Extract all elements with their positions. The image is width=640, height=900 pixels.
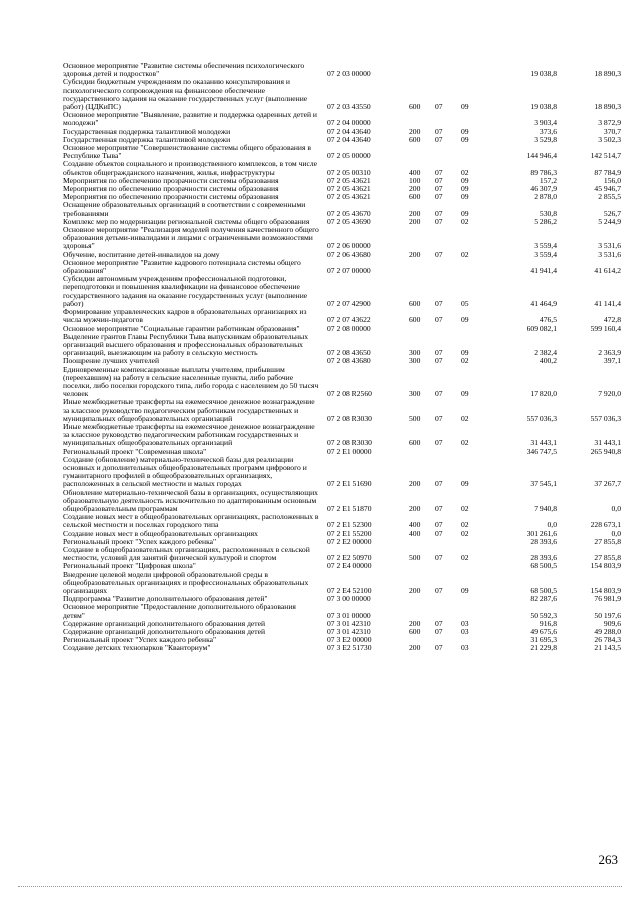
row-expense-type: 500 <box>409 553 421 563</box>
row-name: Создание в общеобразовательных организациях, расположенных в сельской местности, условий для занятий физической культурой и спортом <box>63 544 310 563</box>
table-row <box>63 226 621 251</box>
row-code: 07 2 E1 52300 <box>327 520 372 530</box>
row-subsection: 09 <box>461 134 469 144</box>
row-expense-type <box>409 226 435 251</box>
row-amount-year2: 49 288,0 <box>594 627 621 637</box>
row-subsection: 03 <box>461 618 469 628</box>
row-subsection: 02 <box>461 553 469 563</box>
table-row <box>63 160 621 176</box>
row-amount-year1: 3 529,8 <box>534 134 557 144</box>
row-code: 07 2 04 43640 <box>327 134 371 144</box>
row-expense-type: 200 <box>409 249 421 259</box>
row-section <box>435 595 461 603</box>
row-name: Основное мероприятие "Реализация моделей получения качественного общего образования детьми-инвалидами и лицами с ограниченными возможностями здоровья" <box>63 225 319 251</box>
row-code: 07 2 E1 51870 <box>327 503 372 513</box>
row-expense-type: 200 <box>409 586 421 595</box>
row-amount-year1: 19 038,8 <box>530 102 557 112</box>
row-amount-year2: 3 872,9 <box>598 118 621 128</box>
row-code: 07 2 07 43622 <box>327 315 371 325</box>
row-amount-year2: 31 443,1 <box>594 438 621 448</box>
row-amount-year2: 45 946,7 <box>594 184 621 194</box>
row-name: Региональный проект "Современная школа" <box>63 446 207 456</box>
row-subsection: 09 <box>461 192 469 202</box>
row-subsection <box>461 562 489 570</box>
table-row <box>63 144 621 160</box>
row-name: Создание детских технопарков "Кванториум" <box>63 643 211 653</box>
row-expense-type: 300 <box>409 348 421 358</box>
row-section: 07 <box>435 618 443 628</box>
row-name: Основное мероприятие "Социальные гарантии работникам образования" <box>63 323 300 333</box>
row-name: Иные межбюджетные трансферты на ежемесячное денежное вознаграждение за классное руководство педагогическим работникам государственных и муниципальных общеобразовательных организаций <box>63 397 315 423</box>
row-amount-year1: 7 940,8 <box>534 503 557 513</box>
row-subsection: 09 <box>461 208 469 218</box>
row-section: 07 <box>435 208 443 218</box>
row-name: Основное мероприятие "Развитие кадрового потенциала системы общего образования" <box>63 257 301 276</box>
row-subsection <box>461 226 489 251</box>
row-amount-year2: 472,8 <box>603 315 621 325</box>
row-section: 07 <box>435 249 443 259</box>
row-code: 07 3 01 42310 <box>327 627 371 637</box>
row-subsection: 02 <box>461 216 469 226</box>
row-expense-type <box>409 595 435 603</box>
row-expense-type: 200 <box>409 503 421 513</box>
row-section: 07 <box>435 528 443 538</box>
row-expense-type <box>409 448 435 456</box>
row-amount-year1: 157,2 <box>539 175 557 185</box>
row-name: Субсидии бюджетным учреждениям по оказанию консультирования и психологического сопровождения на финансовое обеспечение государственного задания на оказание государственных услуг (выполнение работ) (ЦДКиПС) <box>63 77 308 112</box>
row-name: Поощрение лучших учителей <box>63 356 160 366</box>
row-section: 07 <box>435 134 443 144</box>
row-amount-year1: 5 286,2 <box>534 216 557 226</box>
row-amount-year1: 41 941,4 <box>530 266 557 276</box>
row-section: 07 <box>435 479 443 489</box>
row-amount-year2: 2 363,9 <box>598 348 621 358</box>
row-code: 07 2 03 43550 <box>327 102 371 112</box>
row-amount-year1: 17 820,0 <box>530 389 557 399</box>
row-subsection: 09 <box>461 175 469 185</box>
row-section: 07 <box>435 102 443 112</box>
row-expense-type <box>409 603 435 619</box>
table-row <box>63 333 621 358</box>
row-name: Основное мероприятие "Совершенствование системы общего образования в Республике Тыва" <box>63 143 311 161</box>
row-section: 07 <box>435 627 443 637</box>
row-name: Подпрограмма "Развитие дополнительного образования детей" <box>63 594 268 604</box>
row-subsection: 09 <box>461 389 469 399</box>
row-name: Иные межбюджетные трансферты на ежемесячное денежное вознаграждение за классное руководство педагогическим работникам государственных и муниципальных общеобразовательных организаций <box>63 421 315 448</box>
row-amount-year1: 31 695,3 <box>530 635 557 645</box>
table-row <box>63 423 621 448</box>
row-expense-type: 300 <box>409 389 421 399</box>
row-amount-year1: 3 903,4 <box>534 118 557 128</box>
row-subsection: 02 <box>461 413 469 423</box>
row-name: Создание (обновление) материально-технической базы для реализации основных и дополнительных общеобразовательных программ цифрового и гуманитарного профилей в общеобразовательных организациях, расположенных в сельской местности и малых городах <box>63 454 307 489</box>
row-amount-year1: 89 786,3 <box>530 167 557 177</box>
row-code: 07 2 E2 00000 <box>327 536 372 546</box>
row-amount-year1: 400,2 <box>539 356 557 366</box>
row-amount-year2: 18 890,3 <box>594 102 621 112</box>
table-row <box>63 201 621 217</box>
row-amount-year1: 916,8 <box>539 618 557 628</box>
row-code: 07 2 04 43640 <box>327 126 371 136</box>
row-expense-type: 200 <box>409 126 421 136</box>
row-section <box>435 538 461 546</box>
table-row <box>63 275 621 308</box>
row-expense-type: 400 <box>409 520 421 530</box>
row-expense-type: 200 <box>409 618 421 628</box>
row-code: 07 3 01 42310 <box>327 618 371 628</box>
row-amount-year1: 530,8 <box>539 208 557 218</box>
row-name: Оснащение образовательных организаций в соответствии с современными требованиями <box>63 200 306 218</box>
table-row <box>63 366 621 399</box>
row-subsection <box>461 259 489 275</box>
row-amount-year1: 46 307,9 <box>530 184 557 194</box>
row-subsection: 02 <box>461 528 469 538</box>
table-row <box>63 571 621 596</box>
row-code: 07 2 08 43680 <box>327 356 371 366</box>
row-amount-year1: 28 393,6 <box>530 553 557 563</box>
row-amount-year2: 2 855,5 <box>598 192 621 202</box>
row-name: Внедрение целевой модели цифровой образовательной среды в общеобразовательных организациях и профессиональных образовательных организациях <box>63 569 309 595</box>
row-code: 07 3 00 00000 <box>327 594 371 604</box>
row-subsection: 02 <box>461 438 469 448</box>
row-subsection: 02 <box>461 249 469 259</box>
row-section: 07 <box>435 126 443 136</box>
row-name: Основное мероприятие "Развитие системы обеспечения психологического здоровья детей и подростков" <box>63 61 305 79</box>
row-expense-type: 600 <box>409 102 421 112</box>
row-subsection: 09 <box>461 348 469 358</box>
row-amount-year2: 557 036,3 <box>590 413 621 423</box>
row-expense-type <box>409 562 435 570</box>
row-section: 07 <box>435 216 443 226</box>
row-section <box>435 259 461 275</box>
row-code: 07 3 E2 51730 <box>327 643 372 653</box>
row-amount-year2: 27 855,8 <box>594 536 621 546</box>
row-expense-type: 600 <box>409 298 421 308</box>
row-amount-year2: 41 141,4 <box>594 298 621 308</box>
row-code: 07 2 07 42900 <box>327 298 371 308</box>
row-name: Комплекс мер по модернизации региональной системы общего образования <box>63 216 310 226</box>
row-section <box>435 111 461 127</box>
row-subsection <box>461 448 489 456</box>
row-amount-year1: 82 287,6 <box>530 594 557 604</box>
row-name: Обучение, воспитание детей-инвалидов на дому <box>63 249 220 259</box>
row-subsection <box>461 603 489 619</box>
row-name: Формирование управленческих кадров в образовательных организациях из числа мужчин-педагогов <box>63 307 307 325</box>
row-amount-year1: 609 082,1 <box>526 323 557 333</box>
row-amount-year1: 68 500,5 <box>530 561 557 571</box>
footer-divider <box>18 886 622 887</box>
row-amount-year2: 18 890,3 <box>594 69 621 79</box>
table-row <box>63 308 621 324</box>
row-amount-year2: 142 514,7 <box>590 151 621 161</box>
row-expense-type: 300 <box>409 356 421 366</box>
row-amount-year2: 154 803,9 <box>590 561 621 571</box>
table-row <box>63 513 621 529</box>
row-code: 07 3 01 00000 <box>327 610 371 620</box>
row-subsection <box>461 538 489 546</box>
row-subsection <box>461 111 489 127</box>
row-name: Государственная поддержка талантливой молодежи <box>63 126 231 136</box>
row-expense-type: 100 <box>409 175 421 185</box>
table-row <box>63 603 621 619</box>
table-row <box>63 546 621 562</box>
row-amount-year2: 7 920,0 <box>598 389 621 399</box>
row-expense-type: 600 <box>409 438 421 448</box>
row-name: Региональный проект "Успех каждого ребенка" <box>63 536 217 546</box>
table-row <box>63 644 621 652</box>
row-section: 07 <box>435 356 443 366</box>
row-amount-year2: 156,0 <box>603 175 621 185</box>
row-code: 07 2 E1 00000 <box>327 446 372 456</box>
row-amount-year2: 5 244,9 <box>598 216 621 226</box>
table-row <box>63 398 621 423</box>
row-code: 07 2 04 00000 <box>327 118 371 128</box>
row-section <box>435 226 461 251</box>
row-name: Мероприятия по обеспечению прозрачности системы образования <box>63 184 279 194</box>
row-section: 07 <box>435 315 443 325</box>
row-code: 07 2 05 43670 <box>327 208 371 218</box>
row-amount-year2: 3 502,3 <box>598 134 621 144</box>
row-code: 07 2 E1 51690 <box>327 479 372 489</box>
row-name: Обновление материально-технической базы в организациях, осуществляющих образовательную деятельность исключительно по адаптированным основным общеобразовательным программам <box>63 487 318 513</box>
row-section <box>435 603 461 619</box>
table-row <box>63 111 621 127</box>
row-expense-type <box>409 144 435 160</box>
row-subsection: 02 <box>461 356 469 366</box>
row-subsection: 09 <box>461 315 469 325</box>
row-amount-year1: 28 393,6 <box>530 536 557 546</box>
row-subsection <box>461 62 489 78</box>
table-row <box>63 78 621 111</box>
row-subsection: 09 <box>461 126 469 136</box>
row-section <box>435 562 461 570</box>
row-amount-year2: 41 614,2 <box>594 266 621 276</box>
row-amount-year1: 41 464,9 <box>530 298 557 308</box>
row-subsection <box>461 144 489 160</box>
row-code: 07 3 E2 00000 <box>327 635 372 645</box>
row-amount-year2: 397,1 <box>603 356 621 366</box>
row-amount-year1: 301 261,6 <box>526 528 557 538</box>
row-section: 07 <box>435 553 443 563</box>
row-amount-year2: 370,7 <box>603 126 621 136</box>
row-subsection: 02 <box>461 503 469 513</box>
row-amount-year2: 76 981,9 <box>594 594 621 604</box>
row-expense-type: 600 <box>409 192 421 202</box>
row-amount-year1: 373,6 <box>539 126 557 136</box>
row-name: Основное мероприятие "Предоставление дополнительного образования детям" <box>63 602 296 620</box>
row-code: 07 2 05 43621 <box>327 175 371 185</box>
row-code: 07 2 E1 55200 <box>327 528 372 538</box>
row-subsection <box>461 595 489 603</box>
row-code: 07 2 08 00000 <box>327 323 371 333</box>
row-expense-type <box>409 62 435 78</box>
row-amount-year1: 0,0 <box>547 520 557 530</box>
row-section <box>435 448 461 456</box>
row-expense-type: 200 <box>409 184 421 194</box>
row-section: 07 <box>435 298 443 308</box>
row-section <box>435 144 461 160</box>
row-name: Создание новых мест в общеобразовательных организациях, расположенных в сельской местности и поселках городского типа <box>63 512 319 530</box>
row-amount-year1: 3 559,4 <box>534 241 557 251</box>
row-amount-year2: 3 531,6 <box>598 249 621 259</box>
row-expense-type: 500 <box>409 413 421 423</box>
row-amount-year2: 3 531,6 <box>598 241 621 251</box>
row-subsection <box>461 325 489 333</box>
row-name: Региональный проект "Цифровая школа" <box>63 561 196 571</box>
row-section: 07 <box>435 167 443 177</box>
row-section <box>435 325 461 333</box>
row-section: 07 <box>435 643 443 653</box>
row-code: 07 2 06 00000 <box>327 241 371 251</box>
page-number: 263 <box>598 852 618 867</box>
row-amount-year1: 2 878,0 <box>534 192 557 202</box>
row-expense-type: 600 <box>409 315 421 325</box>
row-section: 07 <box>435 503 443 513</box>
row-code: 07 2 08 R3030 <box>327 413 372 423</box>
budget-table <box>63 62 621 653</box>
row-expense-type <box>409 325 435 333</box>
row-amount-year2: 0,0 <box>611 528 621 538</box>
row-code: 07 2 08 R2560 <box>327 389 372 399</box>
row-amount-year2: 0,0 <box>611 503 621 513</box>
row-amount-year1: 31 443,1 <box>530 438 557 448</box>
row-amount-year1: 50 592,3 <box>530 610 557 620</box>
row-subsection: 03 <box>461 643 469 653</box>
row-amount-year2: 526,7 <box>603 208 621 218</box>
row-amount-year1: 476,5 <box>539 315 557 325</box>
row-amount-year1: 557 036,3 <box>526 413 557 423</box>
row-code: 07 2 05 00000 <box>327 151 371 161</box>
row-subsection: 09 <box>461 102 469 112</box>
row-expense-type: 400 <box>409 167 421 177</box>
row-amount-year1: 68 500,5 <box>530 586 557 595</box>
row-amount-year2: 27 855,8 <box>594 553 621 563</box>
row-code: 07 2 E4 52100 <box>327 586 372 595</box>
row-amount-year2: 599 160,4 <box>590 323 621 333</box>
row-section <box>435 62 461 78</box>
row-section: 07 <box>435 586 443 595</box>
table-row <box>63 259 621 275</box>
row-section: 07 <box>435 184 443 194</box>
row-expense-type: 400 <box>409 528 421 538</box>
row-subsection: 09 <box>461 184 469 194</box>
row-section: 07 <box>435 438 443 448</box>
row-subsection: 05 <box>461 298 469 308</box>
row-expense-type: 200 <box>409 479 421 489</box>
row-name: Основное мероприятие "Выявление, развитие и поддержка одаренных детей и молодежи" <box>63 110 317 128</box>
row-code: 07 2 06 43680 <box>327 249 371 259</box>
row-code: 07 2 05 43621 <box>327 192 371 202</box>
row-code: 07 2 08 43650 <box>327 348 371 358</box>
row-name: Выделение грантов Главы Республики Тыва выпускникам образовательных организаций высшего образования и профессиональных образовательных организаций, выезжающим на работу в сельскую местность <box>63 331 309 358</box>
row-section: 07 <box>435 520 443 530</box>
row-amount-year2: 265 940,8 <box>590 446 621 456</box>
row-subsection: 09 <box>461 586 469 595</box>
row-amount-year1: 37 545,1 <box>530 479 557 489</box>
row-code: 07 2 05 43690 <box>327 216 371 226</box>
table-row <box>63 456 621 489</box>
row-section: 07 <box>435 192 443 202</box>
row-subsection: 02 <box>461 520 469 530</box>
row-amount-year2: 909,6 <box>603 618 621 628</box>
row-expense-type <box>409 111 435 127</box>
row-amount-year2: 37 267,7 <box>594 479 621 489</box>
row-amount-year2: 21 143,5 <box>594 643 621 653</box>
row-section: 07 <box>435 348 443 358</box>
row-name: Мероприятия по обеспечению прозрачности системы образования <box>63 192 279 202</box>
row-name: Единовременные компенсационные выплаты учителям, прибывшим (переехавшим) на работу в сельские населенные пункты, либо рабочие поселки, либо поселки городского типа, либо города с населением до 50 тысяч человек <box>63 364 319 399</box>
row-section: 07 <box>435 389 443 399</box>
row-amount-year1: 346 747,5 <box>526 446 557 456</box>
row-subsection: 03 <box>461 627 469 637</box>
row-name: Создание объектов социального и производственного комплексов, в том числе объектов общегражданского назначения, жилья, инфраструктуры <box>63 159 317 177</box>
table-row <box>63 62 621 78</box>
row-section: 07 <box>435 413 443 423</box>
row-name: Содержание организаций дополнительного образования детей <box>63 618 266 628</box>
row-code: 07 2 03 00000 <box>327 69 371 79</box>
row-name: Создание новых мест в общеобразовательных организациях <box>63 528 258 538</box>
row-name: Субсидии автономным учреждениям профессиональной подготовки, переподготовки и повышения квалификации на финансовое обеспечение государственного задания на оказание государственных услуг (выполнение работ) <box>63 274 308 308</box>
table-body <box>63 62 621 653</box>
row-amount-year1: 144 946,4 <box>526 151 557 161</box>
row-subsection: 09 <box>461 479 469 489</box>
table-row <box>63 489 621 514</box>
row-code: 07 2 E2 50970 <box>327 553 372 563</box>
row-amount-year1: 2 382,4 <box>534 348 557 358</box>
row-name: Государственная поддержка талантливой молодежи <box>63 134 231 144</box>
row-expense-type <box>409 538 435 546</box>
row-amount-year2: 87 784,9 <box>594 167 621 177</box>
row-code: 07 2 05 00310 <box>327 167 371 177</box>
row-amount-year2: 26 784,3 <box>594 635 621 645</box>
row-subsection: 02 <box>461 167 469 177</box>
row-amount-year1: 3 559,4 <box>534 249 557 259</box>
row-code: 07 2 05 43621 <box>327 184 371 194</box>
row-code: 07 2 08 R3030 <box>327 438 372 448</box>
row-code: 07 2 E4 00000 <box>327 561 372 571</box>
row-code: 07 2 07 00000 <box>327 266 371 276</box>
row-expense-type: 200 <box>409 643 421 653</box>
row-expense-type: 600 <box>409 134 421 144</box>
row-expense-type: 200 <box>409 216 421 226</box>
row-amount-year2: 154 803,9 <box>590 586 621 595</box>
row-name: Мероприятия по обеспечению прозрачности системы образования <box>63 175 279 185</box>
row-amount-year2: 50 197,6 <box>594 610 621 620</box>
row-amount-year1: 19 038,8 <box>530 69 557 79</box>
row-name: Содержание организаций дополнительного образования детей <box>63 627 266 637</box>
row-amount-year1: 21 229,8 <box>530 643 557 653</box>
row-name: Региональный проект "Успех каждого ребенка" <box>63 635 217 645</box>
row-amount-year2: 228 673,1 <box>590 520 621 530</box>
row-expense-type <box>409 259 435 275</box>
row-expense-type: 200 <box>409 208 421 218</box>
row-amount-year1: 49 675,6 <box>530 627 557 637</box>
row-expense-type: 600 <box>409 627 421 637</box>
row-section: 07 <box>435 175 443 185</box>
